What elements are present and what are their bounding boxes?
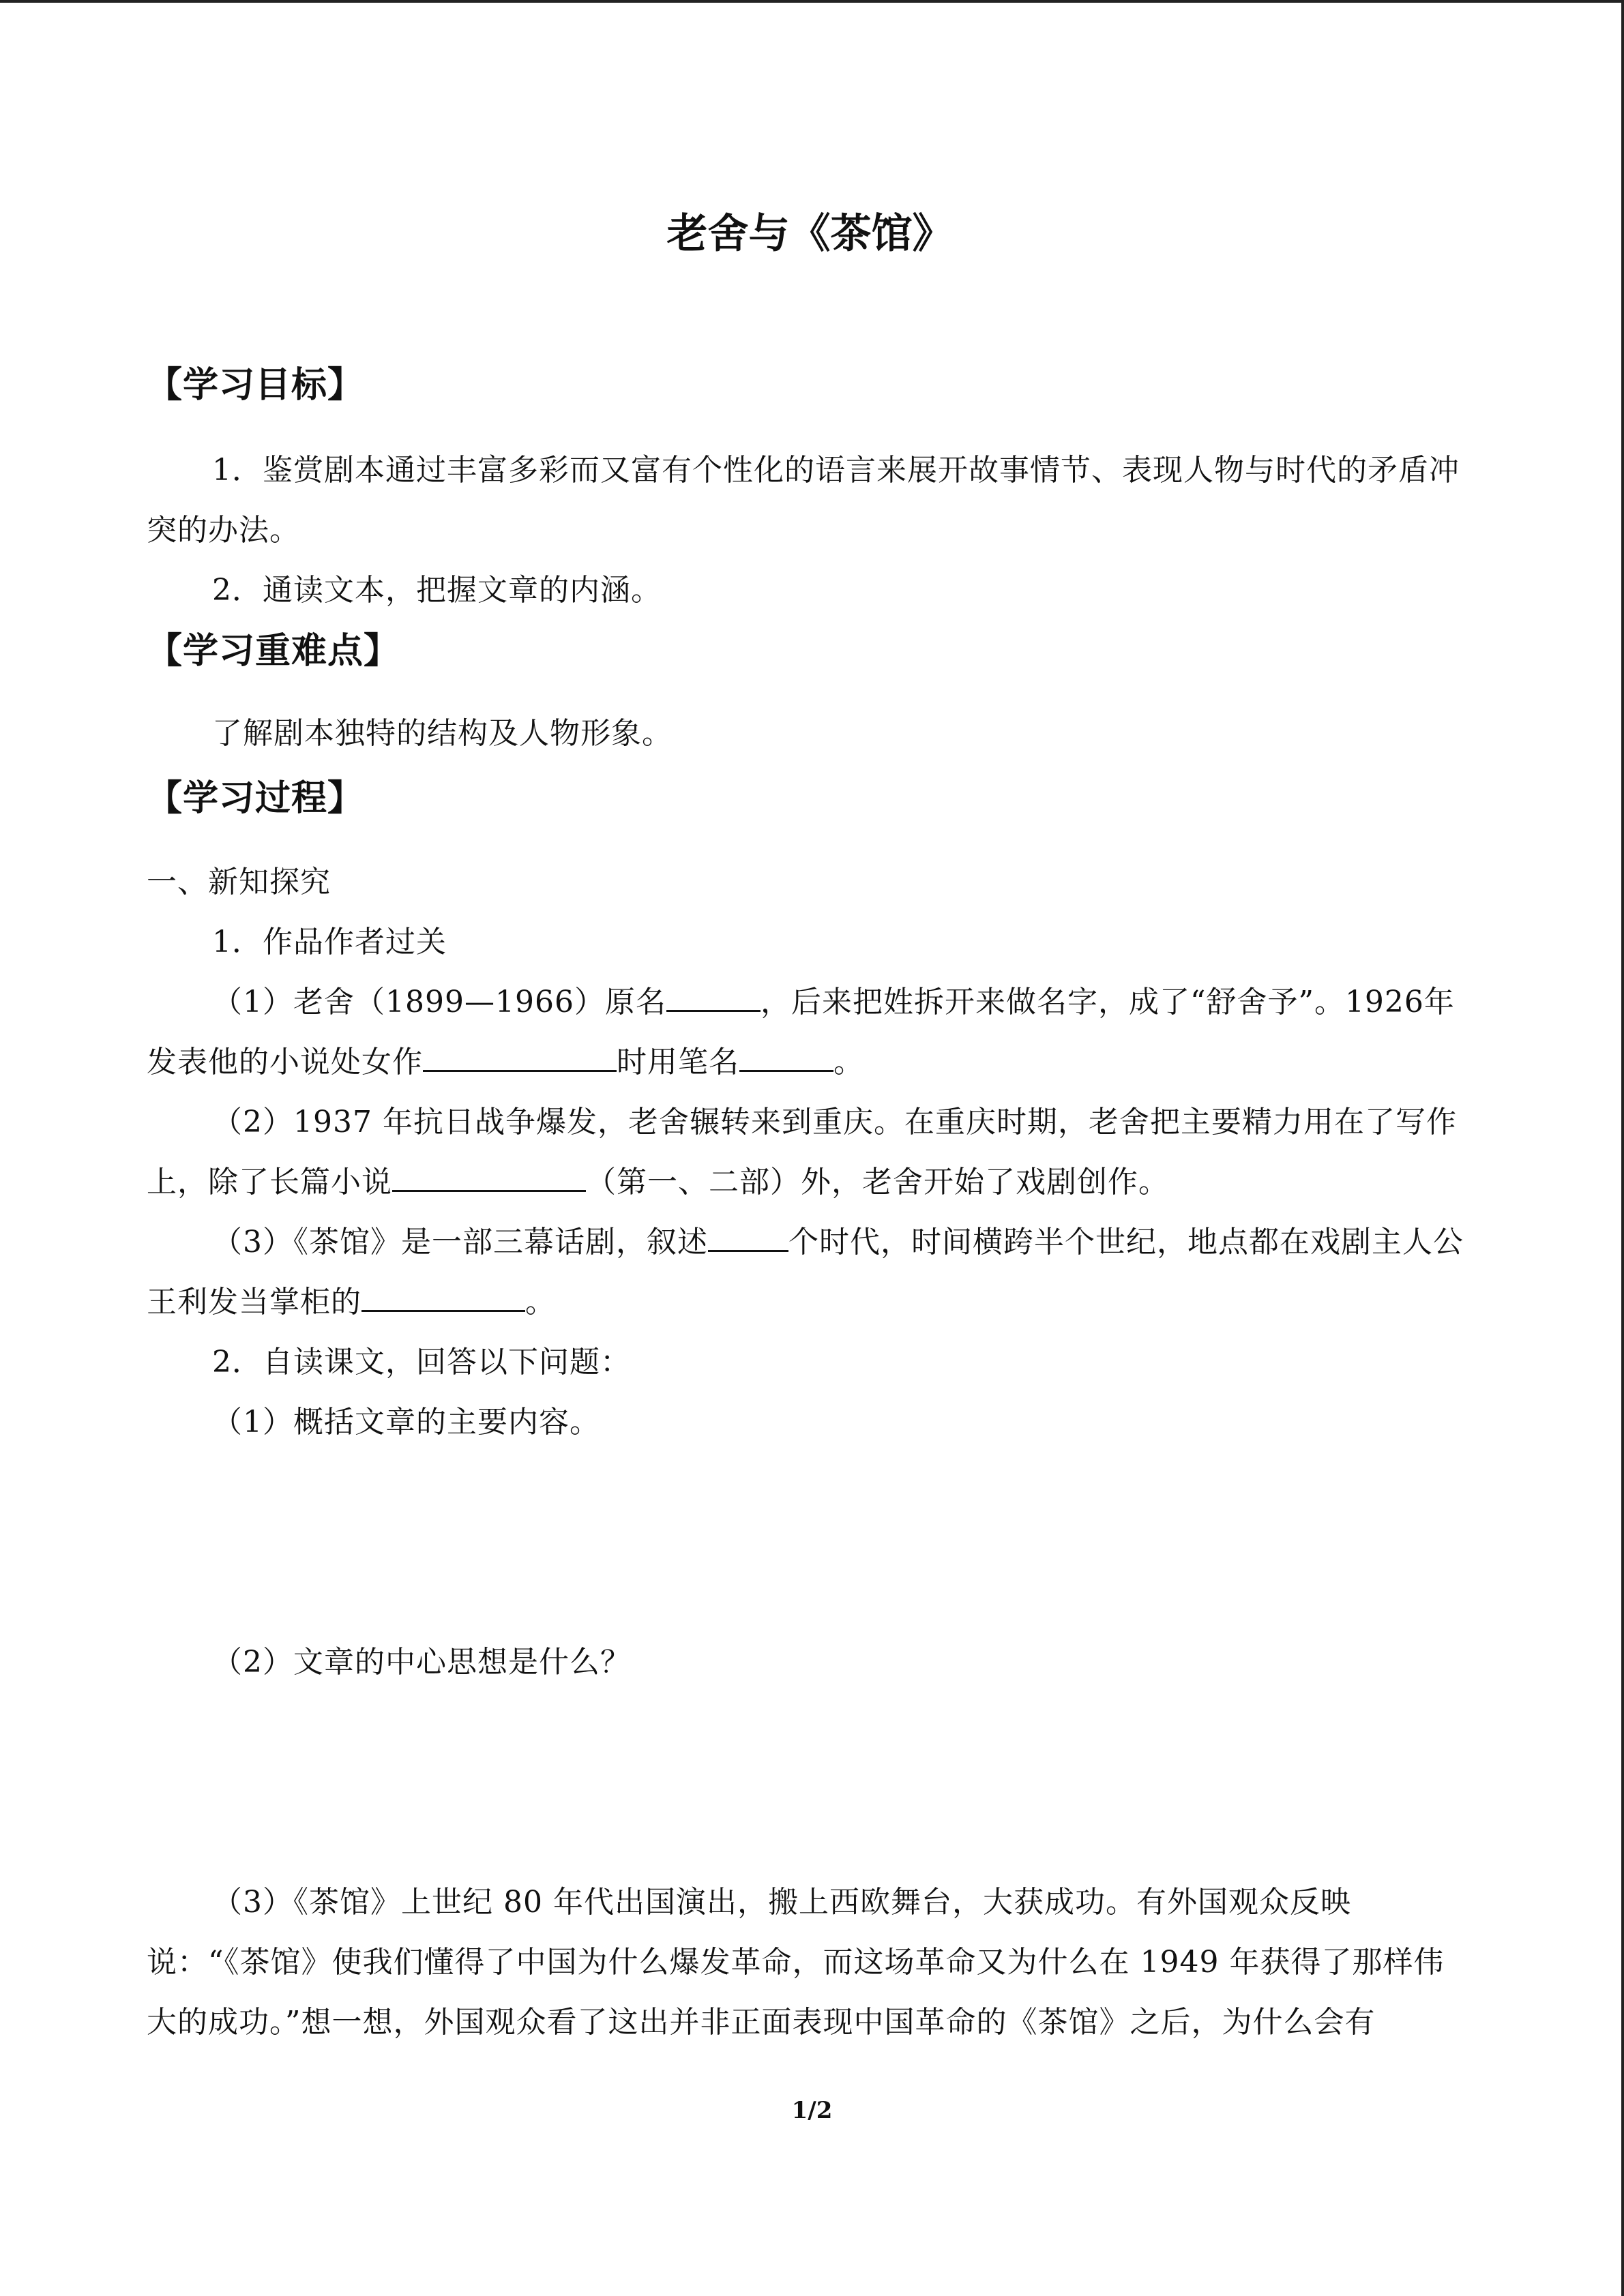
question-3-part-b: 个时代，时间横跨半个世纪，地点都在戏剧主人公王利发当掌柜的 (147, 1225, 1464, 1320)
blank-era-count[interactable] (708, 1223, 788, 1252)
goal-item-1: 1．鉴赏剧本通过丰富多彩而又富有个性化的语言来展开故事情节、表现人物与时代的矛盾冲突的办法。 (147, 453, 1460, 548)
question-3-part-a: （3）《茶馆》是一部三幕话剧，叙述 (212, 1225, 708, 1259)
part-1-label: 一、新知探究 (147, 865, 331, 899)
question-1-part-b: ，后来把姓拆开来做名字，成了“舒舍予”。1926年发表他的小说处女作 (147, 985, 1455, 1079)
blank-original-name[interactable] (666, 983, 761, 1012)
question-3-part-c: 。 (525, 1285, 556, 1320)
key-points-text: 了解剧本独特的结构及人物形象。 (212, 716, 673, 751)
blank-first-novel[interactable] (423, 1043, 617, 1072)
question-2-part-a: （2）1937 年抗日战争爆发，老舍辗转来到重庆。在重庆时期，老舍把主要精力用在了写作上，除了长篇小说 (147, 1105, 1457, 1199)
blank-pen-name[interactable] (739, 1043, 833, 1072)
question-1-part-c: 时用笔名 (617, 1045, 739, 1079)
subsection-2-label: 2．自读课文，回答以下问题： (212, 1345, 631, 1380)
question-2 (147, 1092, 1473, 1212)
question-1-part-d: 。 (833, 1045, 864, 1079)
question-3 (147, 1212, 1473, 1332)
question-1-part-a: （1）老舍（1899—1966）原名 (212, 985, 666, 1019)
question-2-part-b: （第一、二部）外，老舍开始了戏剧创作。 (586, 1165, 1169, 1199)
page-title: 老舍与《茶馆》 (666, 210, 954, 258)
page-number: 1/2 (791, 2097, 833, 2124)
question-1 (147, 972, 1473, 1092)
reading-question-3: （3）《茶馆》上世纪 80 年代出国演出，搬上西欧舞台，大获成功。有外国观众反映说：“《茶馆》使我们懂得了中国为什么爆发革命，而这场革命又为什么在 1949 年获得了那样伟大的成功。”想一想，外国观众看了这出并非正面表现中国革命的《茶馆》之后，为什么会有 (147, 1885, 1445, 2040)
blank-novel-title[interactable] (392, 1163, 586, 1192)
reading-question-2: （2）文章的中心思想是什么？ (212, 1645, 631, 1680)
heading-key-points: 【学习重难点】 (147, 631, 400, 672)
heading-learning-process: 【学习过程】 (147, 778, 364, 819)
heading-learning-goals: 【学习目标】 (147, 365, 364, 406)
reading-question-1: （1）概括文章的主要内容。 (212, 1405, 600, 1440)
blank-teahouse-name[interactable] (361, 1283, 525, 1312)
goal-item-2: 2．通读文本，把握文章的内涵。 (212, 573, 662, 608)
subsection-1-label: 1．作品作者过关 (212, 925, 447, 959)
